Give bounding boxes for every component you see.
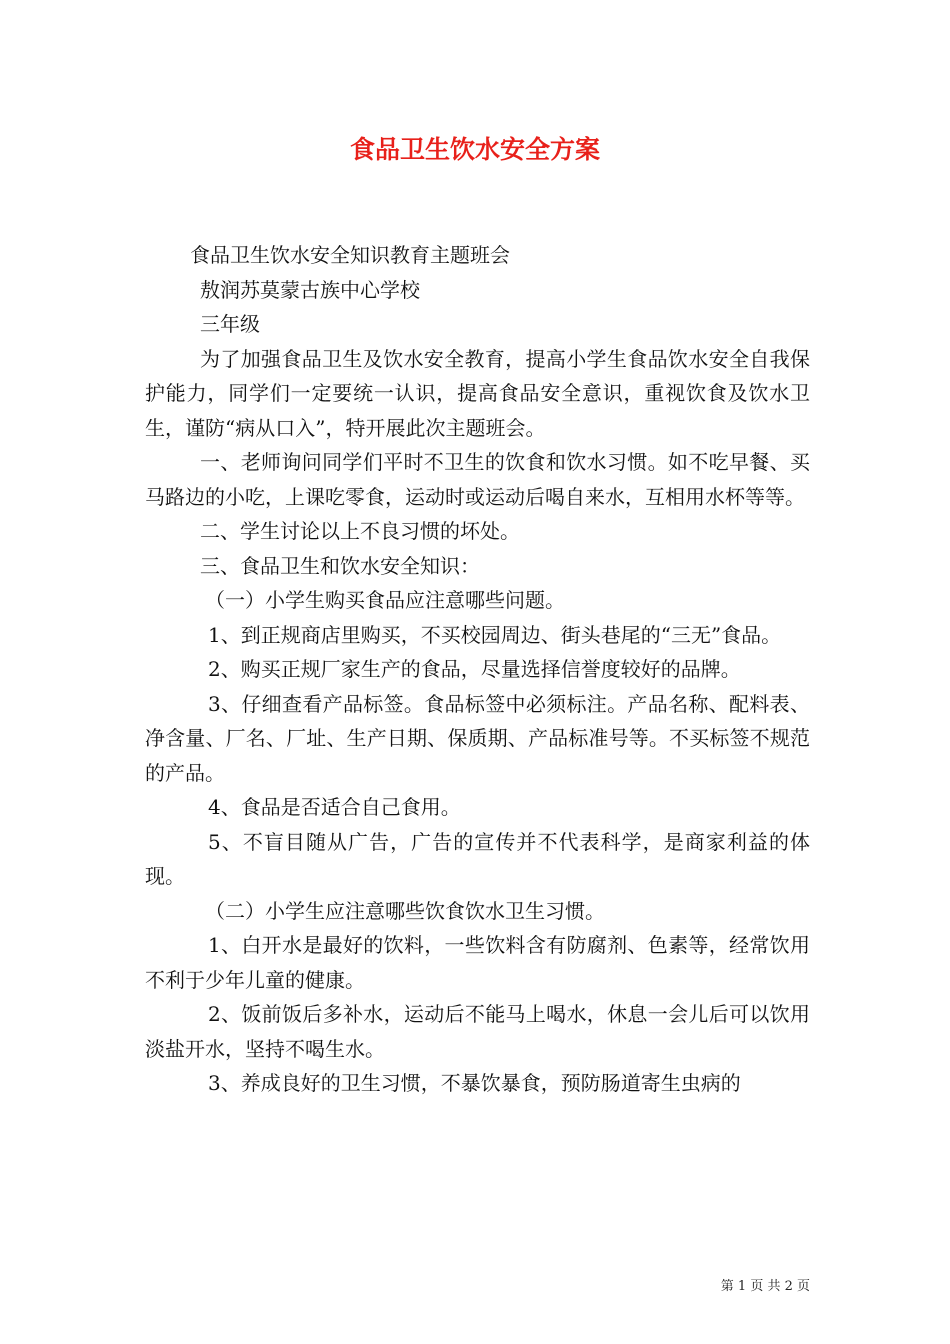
paragraph-subtitle: 食品卫生饮水安全知识教育主题班会 — [190, 243, 510, 267]
paragraph-intro: 为了加强食品卫生及饮水安全教育，提高小学生食品饮水安全自我保护能力，同学们一定要统一认识，提高食品安全意识，重视饮食及饮水卫生，谨防“病从口入”，特开展此次主题班会。 — [145, 346, 810, 440]
paragraph-subsection-2: （二）小学生应注意哪些饮食饮水卫生习惯。 — [205, 898, 605, 923]
paragraph-school: 敖润苏莫蒙古族中心学校 — [200, 277, 420, 302]
document-title: 食品卫生饮水安全方案 — [349, 135, 600, 164]
paragraph-section-3: 三、食品卫生和饮水安全知识： — [200, 553, 480, 578]
paragraph-item-2-1: 1、白开水是最好的饮料，一些饮料含有防腐剂、色素等，经常饮用不利于少年儿童的健康。 — [145, 933, 810, 992]
page-number-footer: 第 1 页 共 2 页 — [720, 1279, 810, 1294]
paragraph-item-2-3: 3、养成良好的卫生习惯，不暴饮暴食，预防肠道寄生虫病的 — [208, 1071, 741, 1095]
paragraph-subsection-1: （一）小学生购买食品应注意哪些问题。 — [205, 588, 565, 612]
paragraph-item-2-2: 2、饭前饭后多补水，运动后不能马上喝水，休息一会儿后可以饮用淡盐开水，坚持不喝生水。 — [145, 1002, 810, 1061]
paragraph-section-1: 一、老师询问同学们平时不卫生的饮食和饮水习惯。如不吃早餐、买马路边的小吃，上课吃零食，运动时或运动后喝自来水，互相用水杯等等。 — [145, 450, 810, 509]
paragraph-item-1-2: 2、购买正规厂家生产的食品，尽量选择信誉度较好的品牌。 — [208, 657, 741, 681]
paragraph-section-2: 二、学生讨论以上不良习惯的坏处。 — [200, 519, 520, 543]
paragraph-item-1-4: 4、食品是否适合自己食用。 — [208, 795, 461, 819]
paragraph-grade: 三年级 — [200, 312, 260, 336]
paragraph-item-1-5: 5、不盲目随从广告，广告的宣传并不代表科学，是商家利益的体现。 — [145, 829, 810, 888]
paragraph-item-1-1: 1、到正规商店里购买，不买校园周边、街头巷尾的“三无”食品。 — [208, 622, 782, 647]
paragraph-item-1-3: 3、仔细查看产品标签。食品标签中必须标注。产品名称、配料表、净含量、厂名、厂址、生产日期、保质期、产品标准号等。不买标签不规范的产品。 — [145, 691, 810, 785]
document-body — [145, 238, 810, 1101]
